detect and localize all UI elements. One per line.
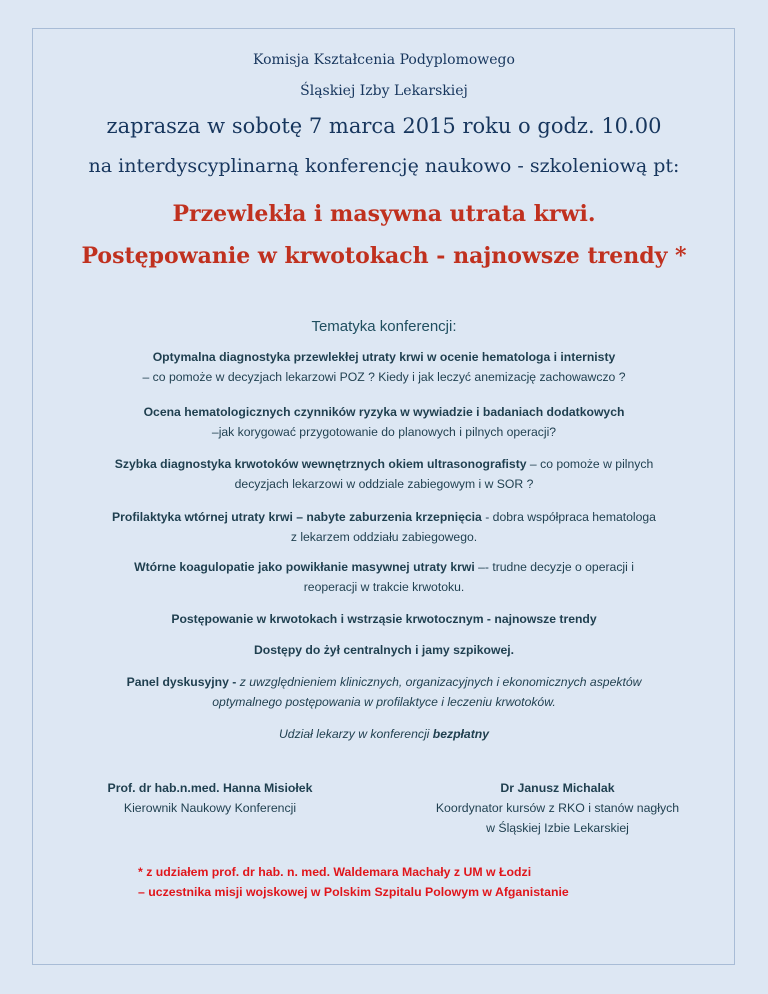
topic-item: [0, 347, 768, 387]
topic-item: [0, 672, 768, 712]
topic-title: Optymalna diagnostyka przewlekłej utraty krwi w ocenie hematologa i internisty: [152, 350, 616, 364]
scientific-head-name: Prof. dr hab.n.med. Hanna Misiołek: [107, 781, 313, 795]
guest-footnote: [138, 862, 569, 902]
topic-title: Szybka diagnostyka krwotoków wewnętrznych okiem ultrasonografisty: [114, 457, 527, 471]
free-participation-note: [0, 724, 768, 744]
free-participation-text: Udział lekarzy w konferencji: [279, 727, 433, 741]
topics-heading: Tematyka konferencji:: [311, 318, 457, 335]
topic-description: optymalnego postępowania w profilaktyce i leczeniu krwotoków.: [212, 695, 556, 709]
topic-description: reoperacji w trakcie krwotoku.: [303, 580, 465, 594]
topic-title: Profilaktyka wtórnej utraty krwi – nabyte zaburzenia krzepnięcia: [112, 510, 482, 524]
conference-title-line-2: Postępowanie w krwotokach - najnowsze trendy *: [81, 243, 687, 269]
topic-title: Ocena hematologicznych czynników ryzyka w wywiadzie i badaniach dodatkowych: [143, 405, 625, 419]
topic-item: [0, 402, 768, 442]
coordinator-role-line-1: Koordynator kursów z RKO i stanów nagłych: [435, 801, 680, 815]
topic-description: – co pomoże w decyzjach lekarzowi POZ ? Kiedy i jak leczyć anemizację zachowawczo ?: [142, 370, 626, 384]
topic-item: [0, 640, 768, 660]
organizer-line-2: Śląskiej Izby Lekarskiej: [300, 83, 468, 99]
guest-footnote-line-1: * z udziałem prof. dr hab. n. med. Waldemara Machały z UM w Łodzi: [138, 865, 532, 879]
scientific-head-role: Kierownik Naukowy Konferencji: [123, 801, 297, 815]
signature-left: [60, 778, 360, 818]
topic-description: z lekarzem oddziału zabiegowego.: [290, 530, 478, 544]
topic-description: - dobra współpraca hematologa: [481, 510, 656, 524]
signature-right: [400, 778, 715, 838]
topic-title: Postępowanie w krwotokach i wstrząsie krwotocznym - najnowsze trendy: [171, 612, 597, 626]
coordinator-role-line-2: w Śląskiej Izbie Lekarskiej: [486, 821, 629, 835]
coordinator-name: Dr Janusz Michalak: [500, 781, 615, 795]
topic-item: [0, 557, 768, 597]
topic-item: [0, 454, 768, 494]
topic-description: decyzjach lekarzowi w oddziale zabiegowym i w SOR ?: [234, 477, 534, 491]
topic-description: – co pomoże w pilnych: [526, 457, 654, 471]
topic-title: Wtórne koagulopatie jako powikłanie masywnej utraty krwi: [134, 560, 475, 574]
topic-title: Panel dyskusyjny -: [126, 675, 237, 689]
organizer-line-1: Komisja Kształcenia Podyplomowego: [253, 52, 515, 68]
topic-item: [0, 609, 768, 629]
topic-description: –jak korygować przygotowanie do planowych i pilnych operacji?: [211, 425, 557, 439]
topic-item: [0, 507, 768, 547]
topic-title: Dostępy do żył centralnych i jamy szpikowej.: [253, 643, 515, 657]
intro-line: na interdyscyplinarną konferencję naukowo - szkoleniową pt:: [88, 155, 680, 177]
conference-title-line-1: Przewlekła i masywna utrata krwi.: [172, 201, 596, 227]
date-line: zaprasza w sobotę 7 marca 2015 roku o godz. 10.00: [106, 114, 662, 138]
free-participation-bold: bezpłatny: [432, 727, 489, 741]
topic-description: z uwzględnieniem klinicznych, organizacyjnych i ekonomicznych aspektów: [236, 675, 642, 689]
topic-description: –- trudne decyzje o operacji i: [474, 560, 634, 574]
guest-footnote-line-2: – uczestnika misji wojskowej w Polskim Szpitalu Polowym w Afganistanie: [138, 885, 569, 899]
